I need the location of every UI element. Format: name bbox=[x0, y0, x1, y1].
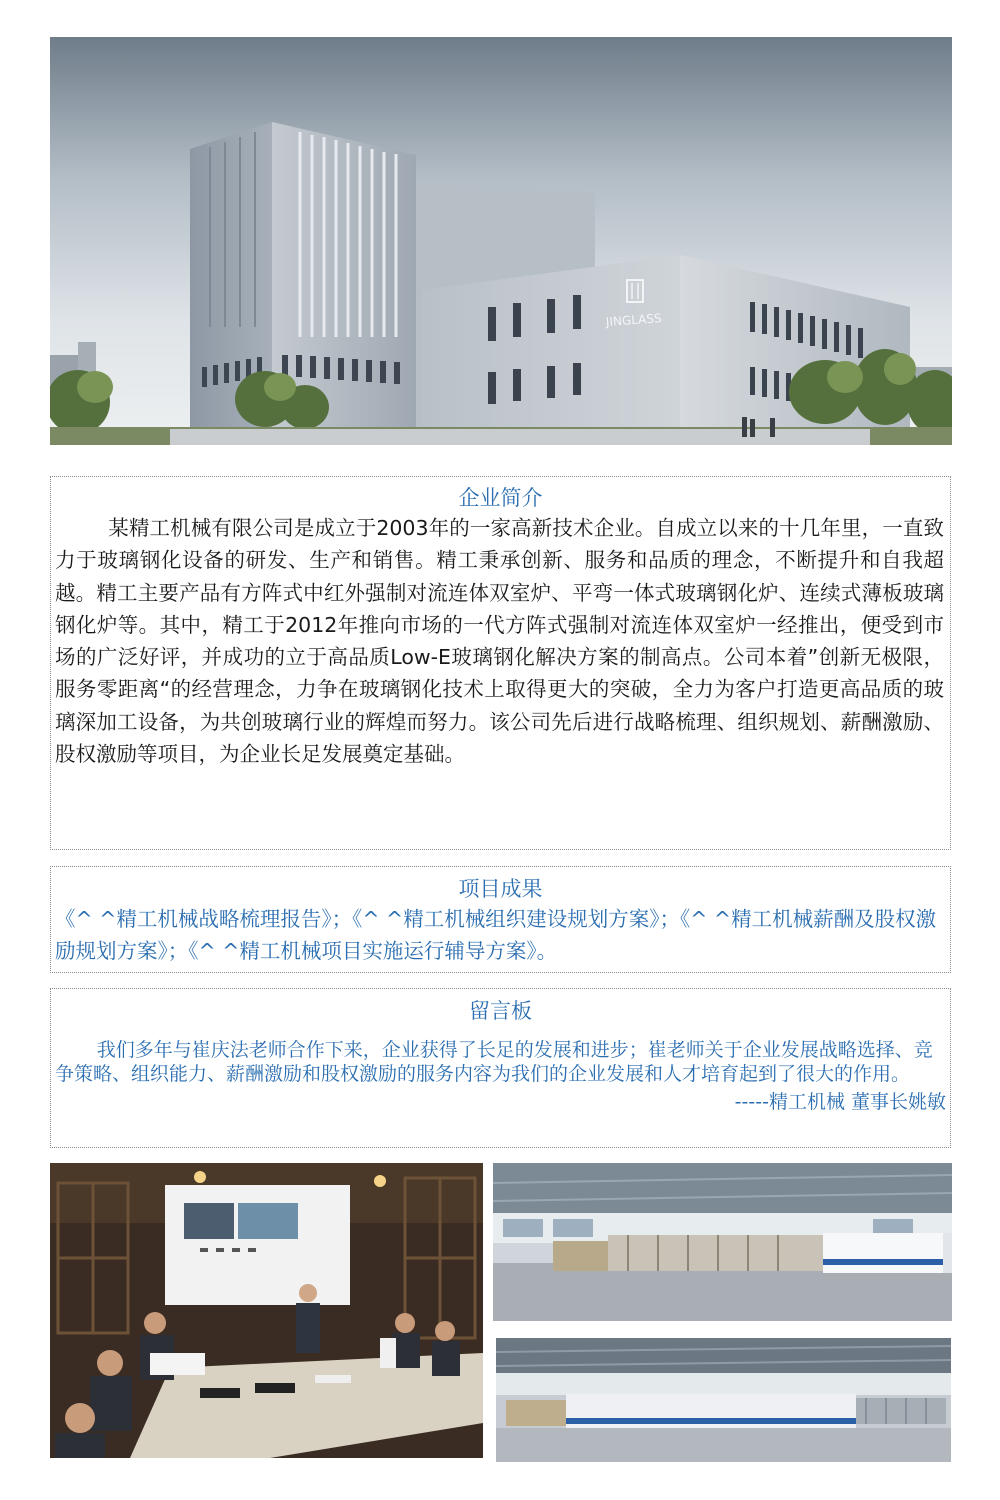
board-body: 我们多年与崔庆法老师合作下来，企业获得了长足的发展和进步；崔老师关于企业发展战略选择、竞争策略、组织能力、薪酬激励和股权激励的服务内容为我们的企业发展和人才培育起到了很大的作用。 bbox=[55, 1039, 933, 1085]
meeting-photo bbox=[50, 1163, 483, 1458]
hero-building-image bbox=[50, 37, 952, 445]
results-title: 项目成果 bbox=[458, 877, 543, 901]
board-title: 留言板 bbox=[469, 999, 532, 1023]
board-signature: -----精工机械 董事长姚敏 bbox=[734, 1091, 946, 1113]
factory-furnace-photo-1 bbox=[493, 1163, 952, 1321]
intro-title: 企业简介 bbox=[458, 486, 543, 510]
intro-body: 某精工机械有限公司是成立于2003年的一家高新技术企业。自成立以来的十几年里，一直致力于玻璃钢化设备的研发、生产和销售。精工秉承创新、服务和品质的理念，不断提升和自我超越。精工主要产品有方阵式中红外强制对流连体双室炉、平弯一体式玻璃钢化炉、连续式薄板玻璃钢化炉等。其中，精工于2012年推向市场的一代方阵式强制对流连体双室炉一经推出，便受到市场的广泛好评，并成功的立于高品质Low-E玻璃钢化解决方案的制高点。公司本着”创新无极限，服务零距离“的经营理念，力争在玻璃钢化技术上取得更大的突破，全力为客户打造更高品质的玻璃深加工设备，为共创玻璃行业的辉煌而努力。该公司先后进行战略梳理、组织规划、薪酬激励、股权激励等项目，为企业长足发展奠定基础。 bbox=[55, 516, 944, 767]
message-board-section bbox=[50, 988, 951, 1148]
factory-furnace-photo-2 bbox=[496, 1338, 951, 1462]
results-body: 《^ ^精工机械战略梳理报告》；《^ ^精工机械组织建设规划方案》；《^ ^精工机械薪酬及股权激励规划方案》；《^ ^精工机械项目实施运行辅导方案》。 bbox=[55, 907, 937, 963]
company-intro-section bbox=[50, 476, 951, 850]
building-sign-text: JINGLASS bbox=[605, 311, 663, 329]
project-results-section bbox=[50, 866, 951, 973]
